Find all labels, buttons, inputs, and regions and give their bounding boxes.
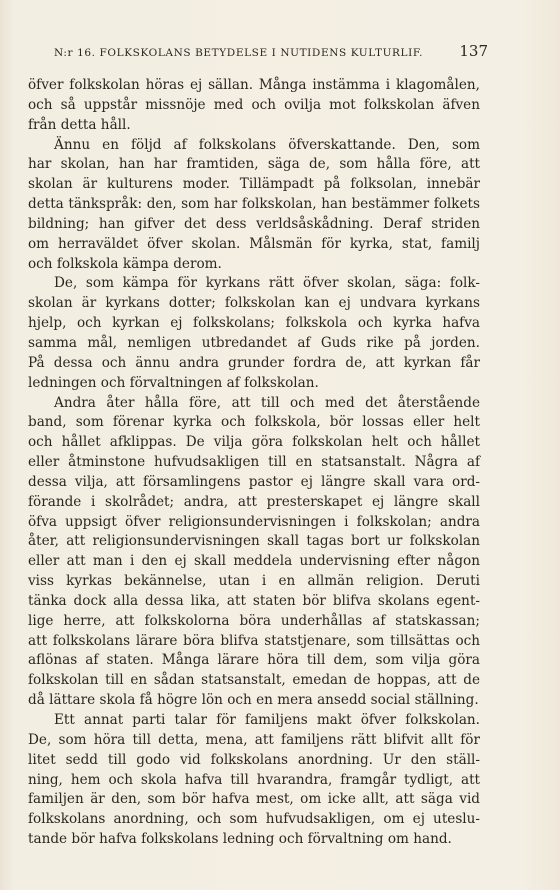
body-text [28,76,480,850]
text-line: då lättare skola få högre lön och en mera ansedd social ställning. [28,692,479,709]
text-line: och folkskola kämpa derom. [28,255,222,272]
text-line: från detta håll. [28,116,131,133]
text-line: eller att man i den ej skall meddela undervisning efter någon [28,553,480,570]
text-line: De, som höra till detta, mena, att familjens rätt blifvit allt för [28,731,480,748]
text-line: tänka dock alla dessa lika, att staten bör blifva skolans egent- [28,592,480,609]
text-line: viss kyrkas bekännelse, utan i en allmän religion. Deruti [28,573,480,590]
text-line: öfva uppsigt öfver religionsundervisningen i folkskolan; andra [28,513,480,530]
text-line: förande i skolrådet; andra, att presterskapet ej längre skall [28,493,480,510]
text-line: samma mål, nemligen utbredandet af Guds rike på jorden. [28,334,480,351]
text-line: folkskolans anordning, och som hufvudsakligen, om ej uteslu- [28,811,480,828]
text-line: lige herre, att folkskolorna böra underhållas af statskassan; [28,612,480,629]
page-number: 137 [459,42,488,60]
text-line: och hållet afklippas. De vilja göra folkskolan helt och hållet [28,434,480,451]
text-line: och så uppstår missnöje med och ovilja mot folkskolan äfven [28,96,480,113]
running-header [54,42,488,60]
text-line: ning, hem och skola hafva till hvarandra, framgår tydligt, att [28,771,480,788]
text-line: De, som kämpa för kyrkans rätt öfver skolan, säga: folk- [54,275,480,292]
text-line: hjelp, och kyrkan ej folkskolans; folkskola och kyrka hafva [28,315,480,332]
text-line: skolan är kyrkans dotter; folkskolan kan ej undvara kyrkans [28,295,480,312]
text-line: bildning; han gifver det dess verldsåskådning. Deraf striden [28,215,480,232]
text-line: skolan är kulturens moder. Tillämpadt på folksolan, innebär [28,176,480,193]
text-line: om herraväldet öfver skolan. Målsmän för kyrka, stat, familj [28,235,480,252]
text-line: att folkskolans lärare böra blifva statstjenare, som tillsättas och [28,632,480,649]
running-title: N:r 16. FOLKSKOLANS BETYDELSE I NUTIDENS KULTURLIF. [54,47,424,59]
text-line: dessa vilja, att församlingens pastor ej längre skall vara ord- [28,473,480,490]
text-line: folkskolan till en sådan statsanstalt, emedan de hoppas, att de [28,672,480,689]
text-line: Ett annat parti talar för familjens makt öfver folkskolan. [54,712,480,728]
text-line: tande bör hafva folkskolans ledning och förvaltning om hand. [28,831,452,848]
text-line: band, som förenar kyrka och folkskola, bör lossas eller helt [28,414,480,431]
text-line: Ännu en följd af folkskolans öfverskattande. Den, som [54,136,480,153]
text-line: har skolan, han har framtiden, säga de, som hålla före, att [28,156,480,173]
text-line: öfver folkskolan höras ej sällan. Många instämma i klagomålen, [28,77,480,93]
text-line: ledningen och förvaltningen af folkskolan. [28,374,319,391]
text-line: Andra åter hålla före, att till och med det återstående [54,394,480,411]
text-line: eller åtminstone hufvudsakligen till en statsanstalt. Några af [28,454,480,471]
text-line: litet sedd till godo vid folkskolans anordning. Ur den ställ- [28,751,480,768]
text-line: På dessa och ännu andra grunder fordra de, att kyrkan får [28,354,480,371]
text-line: åter, att religionsundervisningen skall tagas bort ur folkskolan [28,533,480,550]
text-line: detta tänkspråk: den, som har folkskolan, han bestämmer folkets [28,196,480,213]
text-line: familjen är den, som bör hafva mest, om icke allt, att säga vid [28,791,480,808]
text-line: aflönas af staten. Många lärare höra till dem, som vilja göra [28,652,480,669]
